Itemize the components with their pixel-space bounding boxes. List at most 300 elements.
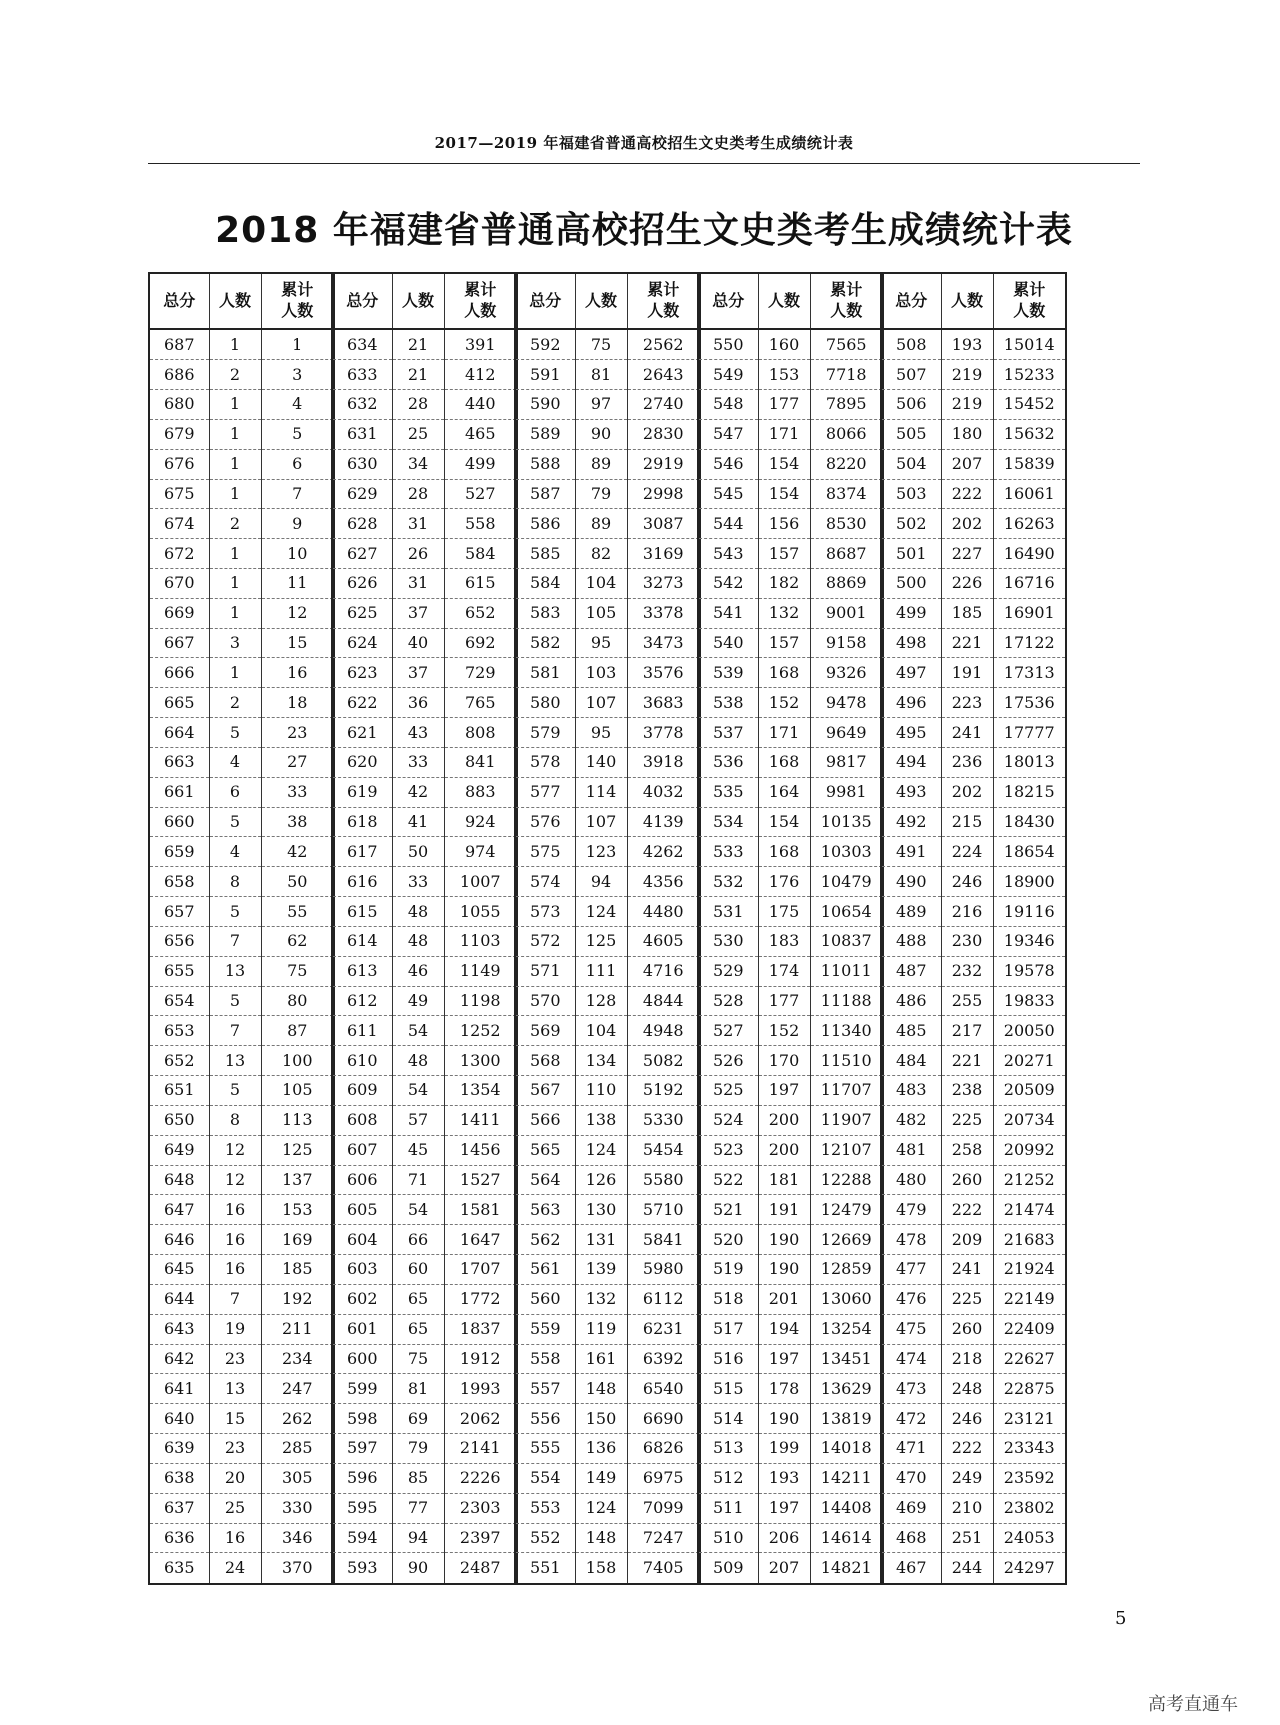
- table-row: [515, 419, 700, 449]
- cell-count: 230: [941, 926, 993, 956]
- cell-count: 134: [575, 1046, 627, 1076]
- table-row: [149, 1195, 334, 1225]
- cell-cumulative: 15014: [993, 329, 1066, 360]
- cell-score: 637: [149, 1493, 209, 1523]
- cell-cumulative: 1354: [444, 1076, 517, 1106]
- cell-count: 107: [575, 688, 627, 718]
- cell-count: 161: [575, 1344, 627, 1374]
- table-row: [332, 747, 517, 777]
- cell-count: 260: [941, 1314, 993, 1344]
- cell-score: 470: [881, 1463, 941, 1493]
- cell-cumulative: 5841: [627, 1225, 700, 1255]
- cell-cumulative: 974: [444, 837, 517, 867]
- cell-cumulative: 8220: [810, 449, 883, 479]
- cell-score: 580: [515, 688, 575, 718]
- cell-cumulative: 80: [261, 986, 334, 1016]
- cell-cumulative: 23121: [993, 1404, 1066, 1434]
- cell-score: 495: [881, 718, 941, 748]
- table-row: [515, 867, 700, 897]
- table-header-row: [149, 273, 334, 329]
- cell-cumulative: 4844: [627, 986, 700, 1016]
- cell-score: 633: [332, 360, 392, 390]
- cell-score: 482: [881, 1105, 941, 1135]
- cell-score: 586: [515, 509, 575, 539]
- page-title: 2018 年福建省普通高校招生文史类考生成绩统计表: [215, 210, 1073, 251]
- cell-score: 598: [332, 1404, 392, 1434]
- table-row: [149, 1523, 334, 1553]
- cell-count: 260: [941, 1165, 993, 1195]
- cell-score: 596: [332, 1463, 392, 1493]
- cell-cumulative: 1837: [444, 1314, 517, 1344]
- table-row: [881, 1076, 1066, 1106]
- cell-cumulative: 20050: [993, 1016, 1066, 1046]
- cell-count: 41: [392, 807, 444, 837]
- cell-cumulative: 12859: [810, 1255, 883, 1285]
- cell-count: 13: [209, 956, 261, 986]
- cell-cumulative: 10: [261, 539, 334, 569]
- table-row: [515, 1046, 700, 1076]
- cell-score: 642: [149, 1344, 209, 1374]
- cell-count: 25: [392, 419, 444, 449]
- cell-count: 210: [941, 1493, 993, 1523]
- cell-cumulative: 55: [261, 897, 334, 927]
- table-row: [515, 509, 700, 539]
- cell-count: 20: [209, 1463, 261, 1493]
- cell-score: 472: [881, 1404, 941, 1434]
- cell-score: 506: [881, 390, 941, 420]
- table-row: [698, 1046, 883, 1076]
- table-row: [332, 329, 517, 360]
- cell-count: 25: [209, 1493, 261, 1523]
- cell-count: 8: [209, 1105, 261, 1135]
- cell-cumulative: 19346: [993, 926, 1066, 956]
- cell-cumulative: 13819: [810, 1404, 883, 1434]
- cell-score: 554: [515, 1463, 575, 1493]
- cell-score: 517: [698, 1314, 758, 1344]
- table-row: [515, 807, 700, 837]
- cell-score: 493: [881, 777, 941, 807]
- cell-count: 178: [758, 1374, 810, 1404]
- cell-cumulative: 87: [261, 1016, 334, 1046]
- cell-cumulative: 924: [444, 807, 517, 837]
- cell-score: 537: [698, 718, 758, 748]
- table-row: [881, 1553, 1066, 1584]
- table-row: [881, 867, 1066, 897]
- cell-score: 563: [515, 1195, 575, 1225]
- table-row: [515, 1225, 700, 1255]
- cell-score: 533: [698, 837, 758, 867]
- table-row: [149, 628, 334, 658]
- cell-count: 168: [758, 837, 810, 867]
- cell-count: 148: [575, 1374, 627, 1404]
- cell-count: 3: [209, 628, 261, 658]
- table-row: [698, 1284, 883, 1314]
- cell-score: 576: [515, 807, 575, 837]
- cell-cumulative: 765: [444, 688, 517, 718]
- header-rule: [148, 163, 1140, 164]
- cell-score: 623: [332, 658, 392, 688]
- header-count: 人数: [209, 273, 261, 329]
- table-row: [149, 807, 334, 837]
- cell-score: 572: [515, 926, 575, 956]
- cell-count: 89: [575, 449, 627, 479]
- cell-cumulative: 19578: [993, 956, 1066, 986]
- cell-cumulative: 370: [261, 1553, 334, 1584]
- cell-count: 12: [209, 1165, 261, 1195]
- table-row: [332, 449, 517, 479]
- cell-score: 529: [698, 956, 758, 986]
- cell-score: 666: [149, 658, 209, 688]
- table-row: [698, 1523, 883, 1553]
- cell-cumulative: 23343: [993, 1434, 1066, 1464]
- cell-cumulative: 262: [261, 1404, 334, 1434]
- cell-count: 40: [392, 628, 444, 658]
- cell-score: 581: [515, 658, 575, 688]
- cell-score: 567: [515, 1076, 575, 1106]
- cell-count: 168: [758, 658, 810, 688]
- cell-cumulative: 3918: [627, 747, 700, 777]
- cell-score: 652: [149, 1046, 209, 1076]
- cell-cumulative: 16490: [993, 539, 1066, 569]
- cell-cumulative: 3683: [627, 688, 700, 718]
- table-row: [149, 747, 334, 777]
- table-row: [515, 897, 700, 927]
- cell-cumulative: 3273: [627, 569, 700, 599]
- cell-count: 193: [941, 329, 993, 360]
- header-cumulative: 累计 人数: [261, 273, 334, 329]
- table-row: [149, 1463, 334, 1493]
- cell-score: 651: [149, 1076, 209, 1106]
- cell-score: 532: [698, 867, 758, 897]
- table-row: [881, 1165, 1066, 1195]
- cell-cumulative: 883: [444, 777, 517, 807]
- table-row: [332, 718, 517, 748]
- cell-score: 603: [332, 1255, 392, 1285]
- cell-cumulative: 11188: [810, 986, 883, 1016]
- cell-score: 611: [332, 1016, 392, 1046]
- header-count: 人数: [575, 273, 627, 329]
- table-row: [698, 1016, 883, 1046]
- cell-count: 19: [209, 1314, 261, 1344]
- cell-cumulative: 14211: [810, 1463, 883, 1493]
- cell-count: 65: [392, 1314, 444, 1344]
- cell-cumulative: 9817: [810, 747, 883, 777]
- watermark: 高考直通车: [1148, 1694, 1238, 1715]
- table-row: [332, 926, 517, 956]
- table-row: [515, 1255, 700, 1285]
- table-row: [149, 449, 334, 479]
- cell-score: 602: [332, 1284, 392, 1314]
- cell-score: 654: [149, 986, 209, 1016]
- table-row: [698, 807, 883, 837]
- cell-count: 82: [575, 539, 627, 569]
- cell-count: 119: [575, 1314, 627, 1344]
- cell-cumulative: 12669: [810, 1225, 883, 1255]
- cell-count: 232: [941, 956, 993, 986]
- header-total-score: 总分: [698, 273, 758, 329]
- cell-count: 77: [392, 1493, 444, 1523]
- cell-cumulative: 9158: [810, 628, 883, 658]
- table-row: [332, 1105, 517, 1135]
- cell-count: 31: [392, 569, 444, 599]
- cell-count: 95: [575, 718, 627, 748]
- table-row: [149, 1314, 334, 1344]
- table-row: [698, 479, 883, 509]
- cell-score: 496: [881, 688, 941, 718]
- cell-count: 197: [758, 1344, 810, 1374]
- cell-count: 79: [392, 1434, 444, 1464]
- score-table: [514, 272, 701, 1585]
- cell-cumulative: 412: [444, 360, 517, 390]
- cell-count: 75: [392, 1344, 444, 1374]
- cell-score: 588: [515, 449, 575, 479]
- cell-count: 251: [941, 1523, 993, 1553]
- cell-count: 197: [758, 1076, 810, 1106]
- table-row: [881, 718, 1066, 748]
- table-row: [698, 1076, 883, 1106]
- cell-score: 634: [332, 329, 392, 360]
- table-row: [332, 1404, 517, 1434]
- cell-count: 37: [392, 658, 444, 688]
- cell-cumulative: 42: [261, 837, 334, 867]
- cell-count: 150: [575, 1404, 627, 1434]
- table-row: [881, 1046, 1066, 1076]
- header-total-score: 总分: [515, 273, 575, 329]
- table-row: [881, 777, 1066, 807]
- cell-count: 124: [575, 1135, 627, 1165]
- table-row: [149, 986, 334, 1016]
- cell-count: 57: [392, 1105, 444, 1135]
- table-row: [698, 1225, 883, 1255]
- cell-count: 37: [392, 598, 444, 628]
- cell-score: 674: [149, 509, 209, 539]
- cell-score: 635: [149, 1553, 209, 1584]
- cell-count: 66: [392, 1225, 444, 1255]
- table-row: [881, 837, 1066, 867]
- cell-score: 680: [149, 390, 209, 420]
- cell-count: 190: [758, 1225, 810, 1255]
- cell-score: 520: [698, 1225, 758, 1255]
- cell-score: 618: [332, 807, 392, 837]
- cell-cumulative: 8530: [810, 509, 883, 539]
- cell-count: 89: [575, 509, 627, 539]
- table-row: [149, 479, 334, 509]
- table-header-row: [332, 273, 517, 329]
- cell-cumulative: 11707: [810, 1076, 883, 1106]
- table-header-row: [881, 273, 1066, 329]
- cell-cumulative: 105: [261, 1076, 334, 1106]
- cell-count: 201: [758, 1284, 810, 1314]
- cell-score: 565: [515, 1135, 575, 1165]
- cell-cumulative: 1772: [444, 1284, 517, 1314]
- cell-count: 225: [941, 1105, 993, 1135]
- table-row: [332, 479, 517, 509]
- cell-count: 174: [758, 956, 810, 986]
- cell-count: 13: [209, 1046, 261, 1076]
- cell-score: 679: [149, 419, 209, 449]
- cell-score: 538: [698, 688, 758, 718]
- cell-score: 528: [698, 986, 758, 1016]
- table-row: [149, 1135, 334, 1165]
- cell-cumulative: 391: [444, 329, 517, 360]
- table-row: [332, 539, 517, 569]
- cell-cumulative: 10303: [810, 837, 883, 867]
- cell-score: 646: [149, 1225, 209, 1255]
- cell-score: 632: [332, 390, 392, 420]
- table-row: [515, 1493, 700, 1523]
- cell-score: 615: [332, 897, 392, 927]
- cell-count: 200: [758, 1135, 810, 1165]
- cell-score: 653: [149, 1016, 209, 1046]
- cell-score: 628: [332, 509, 392, 539]
- cell-cumulative: 22149: [993, 1284, 1066, 1314]
- cell-score: 607: [332, 1135, 392, 1165]
- table-row: [149, 1076, 334, 1106]
- cell-count: 126: [575, 1165, 627, 1195]
- cell-score: 574: [515, 867, 575, 897]
- table-row: [332, 360, 517, 390]
- table-row: [149, 1284, 334, 1314]
- table-row: [881, 1314, 1066, 1344]
- cell-score: 509: [698, 1553, 758, 1584]
- cell-score: 585: [515, 539, 575, 569]
- table-row: [881, 479, 1066, 509]
- cell-score: 475: [881, 1314, 941, 1344]
- cell-cumulative: 75: [261, 956, 334, 986]
- cell-cumulative: 18654: [993, 837, 1066, 867]
- cell-count: 157: [758, 628, 810, 658]
- cell-count: 202: [941, 509, 993, 539]
- cell-score: 561: [515, 1255, 575, 1285]
- table-row: [515, 1523, 700, 1553]
- table-row: [332, 419, 517, 449]
- table-row: [881, 1225, 1066, 1255]
- cell-score: 471: [881, 1434, 941, 1464]
- header-count: 人数: [392, 273, 444, 329]
- cell-count: 183: [758, 926, 810, 956]
- cell-count: 215: [941, 807, 993, 837]
- table-row: [332, 658, 517, 688]
- cell-cumulative: 11907: [810, 1105, 883, 1135]
- cell-score: 656: [149, 926, 209, 956]
- cell-score: 551: [515, 1553, 575, 1584]
- cell-cumulative: 4356: [627, 867, 700, 897]
- cell-cumulative: 10479: [810, 867, 883, 897]
- cell-cumulative: 6: [261, 449, 334, 479]
- cell-cumulative: 1647: [444, 1225, 517, 1255]
- cell-cumulative: 2397: [444, 1523, 517, 1553]
- cell-score: 593: [332, 1553, 392, 1584]
- table-row: [332, 837, 517, 867]
- cell-score: 505: [881, 419, 941, 449]
- cell-count: 8: [209, 867, 261, 897]
- cell-count: 123: [575, 837, 627, 867]
- table-row: [698, 718, 883, 748]
- table-row: [698, 390, 883, 420]
- cell-cumulative: 5580: [627, 1165, 700, 1195]
- cell-cumulative: 558: [444, 509, 517, 539]
- cell-cumulative: 2562: [627, 329, 700, 360]
- table-row: [332, 569, 517, 599]
- cell-score: 521: [698, 1195, 758, 1225]
- cell-count: 181: [758, 1165, 810, 1195]
- cell-score: 579: [515, 718, 575, 748]
- cell-score: 570: [515, 986, 575, 1016]
- cell-cumulative: 12: [261, 598, 334, 628]
- cell-cumulative: 14821: [810, 1553, 883, 1584]
- cell-score: 552: [515, 1523, 575, 1553]
- cell-score: 516: [698, 1344, 758, 1374]
- cell-score: 640: [149, 1404, 209, 1434]
- cell-score: 562: [515, 1225, 575, 1255]
- cell-count: 16: [209, 1255, 261, 1285]
- cell-count: 34: [392, 449, 444, 479]
- cell-count: 197: [758, 1493, 810, 1523]
- cell-cumulative: 153: [261, 1195, 334, 1225]
- cell-score: 592: [515, 329, 575, 360]
- cell-count: 164: [758, 777, 810, 807]
- cell-cumulative: 14614: [810, 1523, 883, 1553]
- table-row: [149, 837, 334, 867]
- cell-score: 502: [881, 509, 941, 539]
- cell-count: 12: [209, 1135, 261, 1165]
- score-table: [697, 272, 884, 1585]
- cell-score: 553: [515, 1493, 575, 1523]
- cell-score: 515: [698, 1374, 758, 1404]
- table-row: [332, 777, 517, 807]
- cell-score: 629: [332, 479, 392, 509]
- table-row: [149, 539, 334, 569]
- cell-count: 107: [575, 807, 627, 837]
- cell-count: 97: [575, 390, 627, 420]
- cell-cumulative: 234: [261, 1344, 334, 1374]
- cell-count: 225: [941, 1284, 993, 1314]
- cell-cumulative: 19833: [993, 986, 1066, 1016]
- cell-cumulative: 1055: [444, 897, 517, 927]
- cell-count: 65: [392, 1284, 444, 1314]
- cell-cumulative: 9981: [810, 777, 883, 807]
- cell-count: 226: [941, 569, 993, 599]
- cell-score: 621: [332, 718, 392, 748]
- cell-count: 255: [941, 986, 993, 1016]
- cell-score: 676: [149, 449, 209, 479]
- cell-count: 238: [941, 1076, 993, 1106]
- cell-score: 503: [881, 479, 941, 509]
- cell-cumulative: 23802: [993, 1493, 1066, 1523]
- cell-score: 658: [149, 867, 209, 897]
- cell-cumulative: 15233: [993, 360, 1066, 390]
- cell-cumulative: 13629: [810, 1374, 883, 1404]
- table-row: [515, 1135, 700, 1165]
- score-table: [148, 272, 335, 1585]
- table-row: [149, 1165, 334, 1195]
- cell-count: 171: [758, 718, 810, 748]
- cell-cumulative: 1411: [444, 1105, 517, 1135]
- table-row: [881, 628, 1066, 658]
- cell-count: 79: [575, 479, 627, 509]
- cell-cumulative: 2643: [627, 360, 700, 390]
- cell-cumulative: 18900: [993, 867, 1066, 897]
- table-row: [515, 1374, 700, 1404]
- table-row: [332, 598, 517, 628]
- cell-score: 686: [149, 360, 209, 390]
- cell-cumulative: 23: [261, 718, 334, 748]
- cell-score: 507: [881, 360, 941, 390]
- cell-cumulative: 346: [261, 1523, 334, 1553]
- cell-cumulative: 4: [261, 390, 334, 420]
- cell-cumulative: 1581: [444, 1195, 517, 1225]
- cell-score: 518: [698, 1284, 758, 1314]
